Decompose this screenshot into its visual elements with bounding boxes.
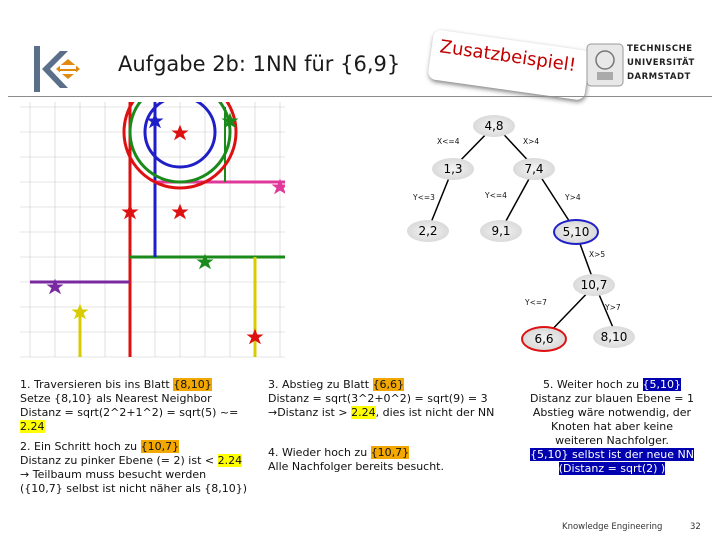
tu-name-line1: TECHNISCHE xyxy=(627,44,693,54)
step-5-text xyxy=(514,378,710,476)
kd-partition-plot xyxy=(20,102,285,367)
edge-label-y-le-4: Y<=4 xyxy=(485,191,507,200)
step-2-line-2: Distanz zu pinker Ebene (= 2) ist < xyxy=(20,454,218,467)
tree-node-10-7: 10,7 xyxy=(573,274,615,296)
tree-node-4-8: 4,8 xyxy=(473,115,515,137)
step-2-node: {10,7} xyxy=(140,440,180,453)
step-1-distance: 2.24 xyxy=(20,420,45,433)
kd-tree xyxy=(395,115,685,355)
step-2-line-3: → Teilbaum muss besucht werden xyxy=(20,468,207,481)
tree-node-8-10: 8,10 xyxy=(593,326,635,348)
step-1-line-2: Setze {8,10} als Nearest Neighbor xyxy=(20,392,212,405)
tree-node-6-6: 6,6 xyxy=(521,326,567,352)
step-3-line-3-end: , dies ist nicht der NN xyxy=(375,406,495,419)
tu-darmstadt-logo xyxy=(585,40,703,90)
tree-node-7-4: 7,4 xyxy=(513,158,555,180)
step-4-text xyxy=(268,446,508,474)
extra-example-stamp xyxy=(427,29,590,101)
step-5-node: {5,10} xyxy=(642,378,682,391)
edge-label-y-gt-4: Y>4 xyxy=(565,193,581,202)
step-5-line-3: Abstieg wäre notwendig, der xyxy=(532,406,692,419)
step-5-line-7: (Distanz = sqrt(2) ) xyxy=(558,462,666,475)
step-5-line-6: {5,10} selbst ist der neue NN xyxy=(530,448,694,461)
step-3-distance: 2.24 xyxy=(351,406,376,419)
step-3-text xyxy=(268,378,508,420)
tree-node-2-2: 2,2 xyxy=(407,220,449,242)
footer-label: Knowledge Engineering xyxy=(562,522,663,532)
tree-node-9-1: 9,1 xyxy=(480,220,522,242)
tu-seal-icon xyxy=(585,42,625,88)
step-5-line-1: 5. Weiter hoch zu xyxy=(542,378,643,391)
step-1-text xyxy=(20,378,260,434)
step-3-line-2: Distanz = sqrt(3^2+0^2) = sqrt(9) = 3 xyxy=(268,392,488,405)
tu-name-line3: DARMSTADT xyxy=(627,72,691,82)
ke-logo xyxy=(30,42,85,97)
data-points xyxy=(48,114,285,343)
step-4-line-2: Alle Nachfolger bereits besucht. xyxy=(268,460,444,473)
step-2-distance: 2.24 xyxy=(217,454,243,467)
step-2-text xyxy=(20,440,260,496)
page-title: Aufgabe 2b: 1NN für {6,9} xyxy=(118,52,401,76)
tree-node-5-10: 5,10 xyxy=(553,219,599,245)
edge-label-x-gt-4: X>4 xyxy=(523,137,540,146)
step-5-line-4: Knoten hat aber keine xyxy=(550,420,674,433)
step-1-line-3: Distanz = sqrt(2^2+1^2) = sqrt(5) ~= xyxy=(20,406,239,419)
step-3-line-1: 3. Abstieg zu Blatt xyxy=(268,378,373,391)
step-4-node: {10,7} xyxy=(370,446,410,459)
step-2-line-1: 2. Ein Schritt hoch zu xyxy=(20,440,141,453)
step-1-leaf: {8,10} xyxy=(173,378,212,391)
step-3-line-3: →Distanz ist > xyxy=(268,406,352,419)
stamp-text: Zusatzbeispiel! xyxy=(438,36,578,77)
edge-label-x-gt-5: X>5 xyxy=(589,250,606,259)
edge-label-y-gt-7: Y>7 xyxy=(605,303,621,312)
edge-label-y-le-7: Y<=7 xyxy=(525,298,547,307)
edge-label-x-le-4: X<=4 xyxy=(437,137,460,146)
step-5-line-2: Distanz zur blauen Ebene = 1 xyxy=(530,392,694,405)
plot-grid xyxy=(20,102,285,357)
step-1-line-1: 1. Traversieren bis ins Blatt xyxy=(20,378,174,391)
edge-label-y-le-3: Y<=3 xyxy=(413,193,435,202)
tu-name-line2: UNIVERSITÄT xyxy=(627,58,695,68)
step-2-line-4: ({10,7} selbst ist nicht näher als {8,10}) xyxy=(20,482,248,495)
header-divider xyxy=(8,96,712,97)
step-5-line-5: weiteren Nachfolger. xyxy=(555,434,669,447)
page-number: 32 xyxy=(690,522,701,532)
step-3-leaf: {6,6} xyxy=(372,378,405,391)
step-4-line-1: 4. Wieder hoch zu xyxy=(268,446,371,459)
tree-node-1-3: 1,3 xyxy=(432,158,474,180)
